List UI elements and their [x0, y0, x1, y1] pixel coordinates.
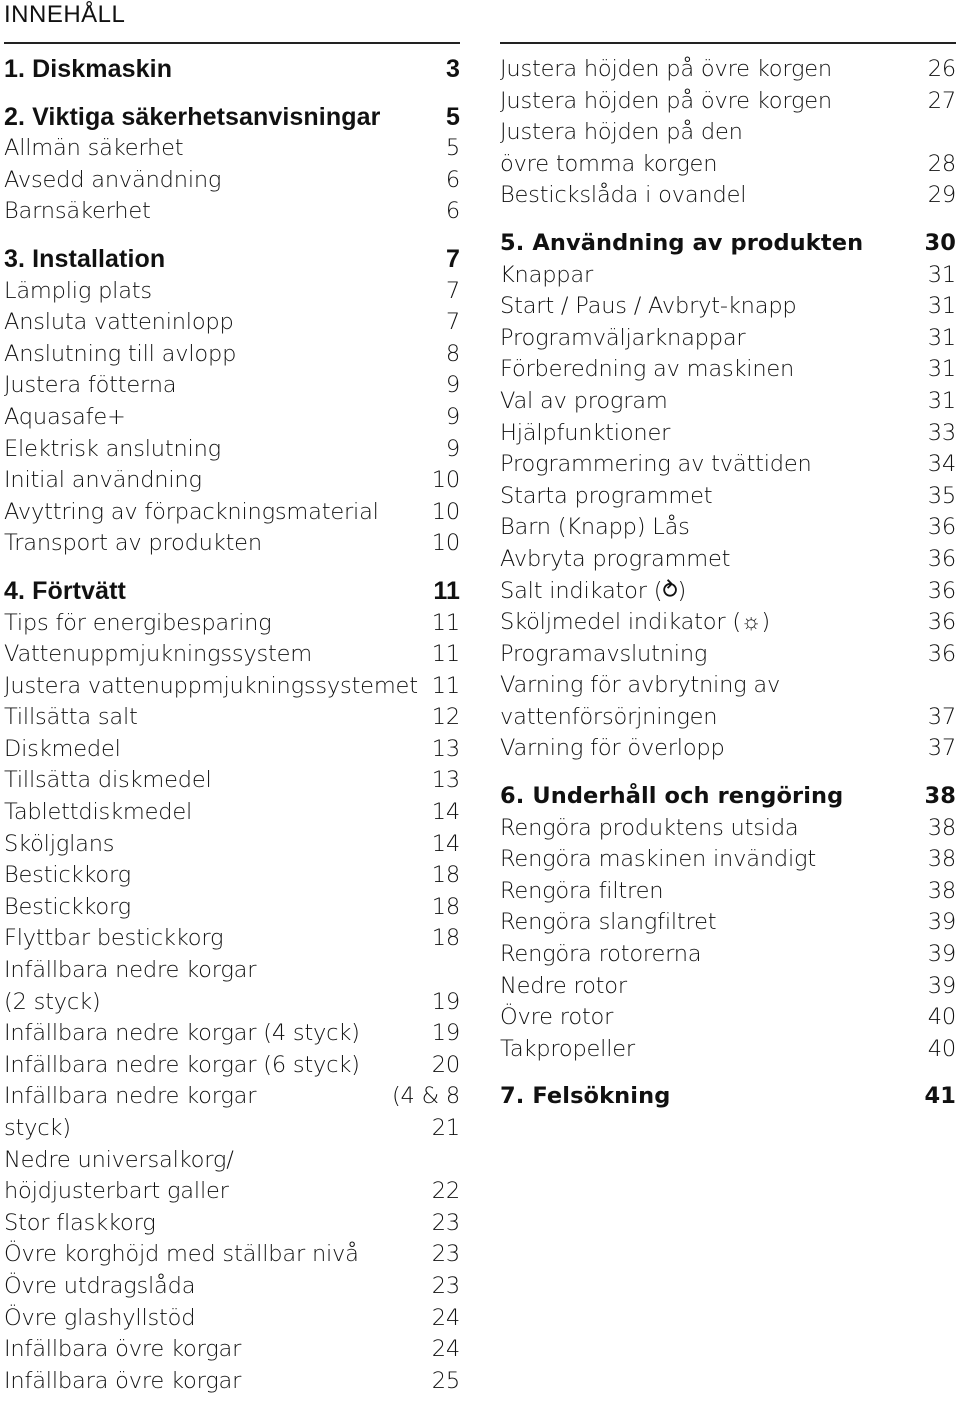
- toc-entry-title: Programavslutning: [500, 640, 708, 667]
- toc-entry: [500, 544, 956, 576]
- toc-page-number: 13: [431, 767, 460, 794]
- toc-entry-title: Övre rotor: [500, 1004, 614, 1031]
- toc-entry-title: Varning för överlopp: [500, 735, 725, 762]
- toc-entry-title: Knappar: [500, 261, 594, 288]
- toc-page-number: 14: [431, 799, 460, 826]
- toc-section-heading: [4, 102, 460, 134]
- toc-entry: [4, 797, 460, 829]
- toc-entry: [4, 860, 460, 892]
- toc-entry: [500, 86, 956, 118]
- toc-entry: [4, 1334, 460, 1366]
- toc-entry-title: Justera höjden på övre korgen: [500, 56, 832, 82]
- toc-page-number: 6: [445, 198, 460, 225]
- toc-entry: [500, 1002, 956, 1034]
- toc-page-number: 7: [445, 244, 460, 273]
- toc-entry-title: Justera fötterna: [4, 372, 177, 399]
- toc-entry-title: Sköljglans: [4, 830, 115, 857]
- toc-entry-title: styck): [4, 1115, 71, 1141]
- toc-entry-title: Rengöra maskinen invändigt: [500, 846, 816, 873]
- toc-entry: [500, 54, 956, 86]
- toc-page-number: 18: [431, 925, 460, 952]
- toc-entry-title: Bestickslåda i ovandel: [500, 182, 747, 209]
- toc-entry-title: höjdjusterbart galler: [4, 1178, 229, 1205]
- toc-entry-title: Infällbara nedre korgar (4 styck): [4, 1020, 360, 1047]
- toc-page-number: 9: [445, 435, 460, 462]
- toc-entry-title: Bestickkorg: [4, 862, 131, 889]
- toc-page-number: 22: [431, 1178, 460, 1205]
- toc-entry: [4, 307, 460, 339]
- toc-left-column: [4, 42, 460, 1397]
- toc-entry: [4, 702, 460, 734]
- toc-entry-title: Infällbara övre korgar: [4, 1336, 242, 1363]
- toc-entry-title: Övre utdragslåda: [4, 1272, 196, 1299]
- toc-entry: [500, 670, 956, 702]
- toc-section-heading: [4, 54, 460, 86]
- toc-page-number: 24: [431, 1336, 460, 1363]
- toc-page-number: 9: [445, 372, 460, 399]
- toc-page-number: 36: [927, 640, 956, 667]
- toc-page-number: 11: [433, 576, 460, 605]
- toc-page-number: 26: [927, 56, 956, 82]
- toc-entry-title: Justera höjden på övre korgen: [500, 87, 832, 114]
- toc-entry-title: Takpropeller: [500, 1035, 635, 1062]
- toc-entry: [4, 1208, 460, 1240]
- toc-page-number: 31: [927, 387, 956, 414]
- toc-page-number: 11: [431, 641, 460, 668]
- toc-entry: [500, 323, 956, 355]
- toc-entry: [4, 671, 460, 703]
- toc-entry-title: Avbryta programmet: [500, 545, 731, 572]
- toc-page-number: 36: [927, 545, 956, 572]
- toc-page-number: 37: [927, 735, 956, 762]
- toc-entry-title: Rengöra produktens utsida: [500, 814, 799, 841]
- toc-page-number: 10: [431, 467, 460, 494]
- toc-page-number: 5: [445, 102, 460, 131]
- toc-entry-title: Elektrisk anslutning: [4, 435, 221, 462]
- toc-entry-title: Barnsäkerhet: [4, 198, 151, 225]
- toc-entry-title: Rengöra slangfiltret: [500, 909, 717, 936]
- toc-entry-title: Nedre rotor: [500, 972, 627, 999]
- toc-entry: [500, 939, 956, 971]
- toc-page-number: 41: [924, 1083, 956, 1110]
- toc-entry: [4, 1081, 460, 1113]
- toc-page-number: 39: [927, 941, 956, 968]
- toc-entry-title: Flyttbar bestickkorg: [4, 925, 224, 952]
- toc-entry: [4, 402, 460, 434]
- toc-entry-title: Ansluta vatteninlopp: [4, 309, 234, 336]
- toc-entry: [500, 481, 956, 513]
- toc-page-number: 14: [431, 830, 460, 857]
- toc-entry-title: Allmän säkerhet: [4, 135, 184, 162]
- toc-entry: [4, 987, 460, 1019]
- toc-entry: [500, 512, 956, 544]
- toc-page-number: (4 & 8: [391, 1083, 460, 1110]
- toc-entry: [4, 639, 460, 671]
- toc-entry: [500, 260, 956, 292]
- toc-entry-title: övre tomma korgen: [500, 150, 718, 177]
- toc-entry-title: Aquasafe+: [4, 403, 126, 430]
- toc-page-number: 36: [927, 577, 956, 604]
- toc-section-heading: [500, 228, 956, 260]
- toc-page-number: 34: [927, 451, 956, 478]
- toc-entry-title: Bestickkorg: [4, 893, 131, 920]
- toc-entry: [500, 607, 956, 639]
- toc-entry: [4, 1050, 460, 1082]
- toc-page-number: 23: [431, 1241, 460, 1268]
- toc-entry: [4, 528, 460, 560]
- toc-entry-title: (2 styck): [4, 988, 101, 1015]
- toc-entry: [500, 354, 956, 386]
- toc-page-number: 39: [927, 972, 956, 999]
- toc-section-heading: [4, 576, 460, 608]
- toc-page-number: 31: [927, 261, 956, 288]
- toc-page-number: 23: [431, 1272, 460, 1299]
- toc-page-number: 13: [431, 735, 460, 762]
- toc-page-number: 7: [445, 309, 460, 336]
- toc-page-number: 36: [927, 514, 956, 541]
- toc-entry: [500, 844, 956, 876]
- toc-page-number: 12: [431, 704, 460, 731]
- toc-page-number: 27: [927, 87, 956, 114]
- toc-entry: [4, 892, 460, 924]
- toc-page-number: 31: [927, 293, 956, 320]
- toc-entry-title: Initial användning: [4, 467, 202, 494]
- toc-entry-title: Sköljmedel indikator (☼): [500, 609, 770, 636]
- toc-entry-title: Tillsätta diskmedel: [4, 767, 212, 794]
- toc-page-number: 19: [431, 1020, 460, 1047]
- toc-entry: [500, 386, 956, 418]
- toc-entry-title: Barn (Knapp) Lås: [500, 514, 690, 541]
- toc-page-number: 10: [431, 498, 460, 525]
- toc-entry: [4, 1303, 460, 1335]
- toc-entry: [4, 339, 460, 371]
- toc-entry-title: Avsedd användning: [4, 166, 222, 193]
- toc-page-number: 38: [924, 783, 956, 810]
- toc-section-heading: [500, 1081, 956, 1113]
- toc-entry: [4, 1366, 460, 1398]
- toc-page-number: 10: [431, 530, 460, 557]
- toc-entry: [4, 434, 460, 466]
- toc-entry: [4, 1018, 460, 1050]
- toc-entry: [500, 1034, 956, 1066]
- toc-page-number: 19: [431, 988, 460, 1015]
- toc-entry-title: Infällbara nedre korgar: [4, 1083, 257, 1110]
- toc-entry: [500, 876, 956, 908]
- toc-entry: [4, 465, 460, 497]
- toc-entry-title: Förberedning av maskinen: [500, 356, 795, 383]
- toc-entry: [500, 180, 956, 212]
- toc-entry: [500, 291, 956, 323]
- toc-right-column: [500, 42, 956, 1113]
- toc-entry: [4, 955, 460, 987]
- toc-entry-title: Transport av produkten: [4, 530, 262, 557]
- toc-entry-title: Justera vattenuppmjukningssystemet: [4, 672, 418, 699]
- toc-entry: [4, 165, 460, 197]
- toc-entry: [500, 117, 956, 149]
- toc-entry-title: Tablettdiskmedel: [4, 799, 193, 826]
- toc-page-number: 23: [431, 1209, 460, 1236]
- toc-entry-title: Anslutning till avlopp: [4, 340, 237, 367]
- toc-entry-title: Start / Paus / Avbryt-knapp: [500, 293, 797, 320]
- toc-entry-title: 6. Underhåll och rengöring: [500, 783, 844, 810]
- toc-page-number: 9: [445, 403, 460, 430]
- toc-entry: [4, 1271, 460, 1303]
- toc-page-number: 6: [445, 166, 460, 193]
- toc-entry-title: Rengöra filtren: [500, 877, 664, 904]
- toc-page-number: 18: [431, 893, 460, 920]
- toc-entry-title: Infällbara övre korgar: [4, 1367, 242, 1394]
- toc-entry: [4, 276, 460, 308]
- toc-entry: [4, 1145, 460, 1177]
- toc-page-number: 38: [927, 846, 956, 873]
- page-title: INNEHÅLL: [4, 1, 126, 28]
- toc-entry-title: Infällbara nedre korgar: [4, 957, 257, 984]
- toc-entry: [4, 370, 460, 402]
- toc-entry: [500, 449, 956, 481]
- toc-entry: [500, 813, 956, 845]
- toc-entry-title: Lämplig plats: [4, 277, 152, 304]
- toc-entry: [4, 734, 460, 766]
- toc-entry-title: 7. Felsökning: [500, 1083, 671, 1110]
- toc-entry-title: Hjälpfunktioner: [500, 419, 671, 446]
- toc-page-number: 40: [927, 1004, 956, 1031]
- toc-entry-title: 2. Viktiga säkerhetsanvisningar: [4, 102, 381, 131]
- toc-entry-title: Diskmedel: [4, 735, 121, 762]
- toc-entry-title: 3. Installation: [4, 244, 166, 273]
- toc-page-number: 40: [927, 1035, 956, 1062]
- toc-entry-title: 5. Användning av produkten: [500, 229, 864, 256]
- toc-page-number: 24: [431, 1304, 460, 1331]
- toc-entry: [4, 133, 460, 165]
- toc-entry-title: Vattenuppmjukningssystem: [4, 641, 313, 668]
- toc-entry: [4, 196, 460, 228]
- toc-entry-title: Tips för energibesparing: [4, 609, 272, 636]
- toc-entry-title: Salt indikator (⥁): [500, 577, 687, 604]
- toc-entry-title: Övre glashyllstöd: [4, 1304, 196, 1331]
- toc-page-number: 5: [445, 135, 460, 162]
- toc-entry-title: Infällbara nedre korgar (6 styck): [4, 1051, 360, 1078]
- toc-entry: [500, 733, 956, 765]
- toc-entry: [4, 765, 460, 797]
- toc-entry: [4, 497, 460, 529]
- toc-entry: [4, 829, 460, 861]
- toc-page-number: 38: [927, 814, 956, 841]
- toc-entry-title: Övre korghöjd med ställbar nivå: [4, 1241, 359, 1268]
- toc-entry-title: Tillsätta salt: [4, 704, 138, 731]
- toc-entry: [500, 418, 956, 450]
- toc-entry-title: Programmering av tvättiden: [500, 451, 812, 478]
- toc-entry-title: Nedre universalkorg/: [4, 1146, 234, 1173]
- toc-section-heading: [500, 781, 956, 813]
- toc-page-number: 21: [431, 1115, 460, 1141]
- toc-page-number: 3: [445, 55, 460, 83]
- toc-page-number: 30: [924, 229, 956, 256]
- toc-entry-title: Programväljarknappar: [500, 324, 746, 351]
- toc-entry: [500, 576, 956, 608]
- toc-entry-title: Stor flaskkorg: [4, 1209, 156, 1236]
- toc-entry: [500, 907, 956, 939]
- toc-entry: [4, 608, 460, 640]
- toc-page-number: 31: [927, 324, 956, 351]
- toc-entry-title: 4. Förtvätt: [4, 576, 126, 605]
- toc-entry: [500, 639, 956, 671]
- toc-page-number: 29: [927, 182, 956, 209]
- toc-entry: [4, 1176, 460, 1208]
- toc-page-number: 8: [445, 340, 460, 367]
- toc-page-number: 20: [431, 1051, 460, 1078]
- toc-page-number: 36: [927, 609, 956, 636]
- toc-page-number: 35: [927, 482, 956, 509]
- toc-page-number: 11: [431, 609, 460, 636]
- toc-page-number: 31: [927, 356, 956, 383]
- toc-section-heading: [4, 244, 460, 276]
- toc-entry-title: Varning för avbrytning av: [500, 672, 781, 699]
- toc-entry-title: Starta programmet: [500, 482, 713, 509]
- toc-entry-title: vattenförsörjningen: [500, 703, 718, 730]
- toc-entry-title: Rengöra rotorerna: [500, 941, 702, 968]
- toc-entry-title: 1. Diskmaskin: [4, 55, 173, 83]
- toc-entry: [4, 1239, 460, 1271]
- toc-entry: [500, 702, 956, 734]
- toc-entry: [4, 1113, 460, 1145]
- toc-entry: [4, 923, 460, 955]
- toc-page-number: 7: [445, 277, 460, 304]
- toc-entry-title: Avyttring av förpackningsmaterial: [4, 498, 379, 525]
- toc-page-number: 18: [431, 862, 460, 889]
- toc-page-number: 33: [927, 419, 956, 446]
- toc-page-number: 38: [927, 877, 956, 904]
- toc-page-number: 39: [927, 909, 956, 936]
- toc-entry: [500, 149, 956, 181]
- toc-page-number: 28: [927, 150, 956, 177]
- toc-page-number: 11: [431, 672, 460, 699]
- toc-page-number: 37: [927, 703, 956, 730]
- toc-entry: [500, 971, 956, 1003]
- toc-entry-title: Val av program: [500, 387, 668, 414]
- toc-entry-title: Justera höjden på den: [500, 119, 743, 146]
- toc-page-number: 25: [431, 1367, 460, 1394]
